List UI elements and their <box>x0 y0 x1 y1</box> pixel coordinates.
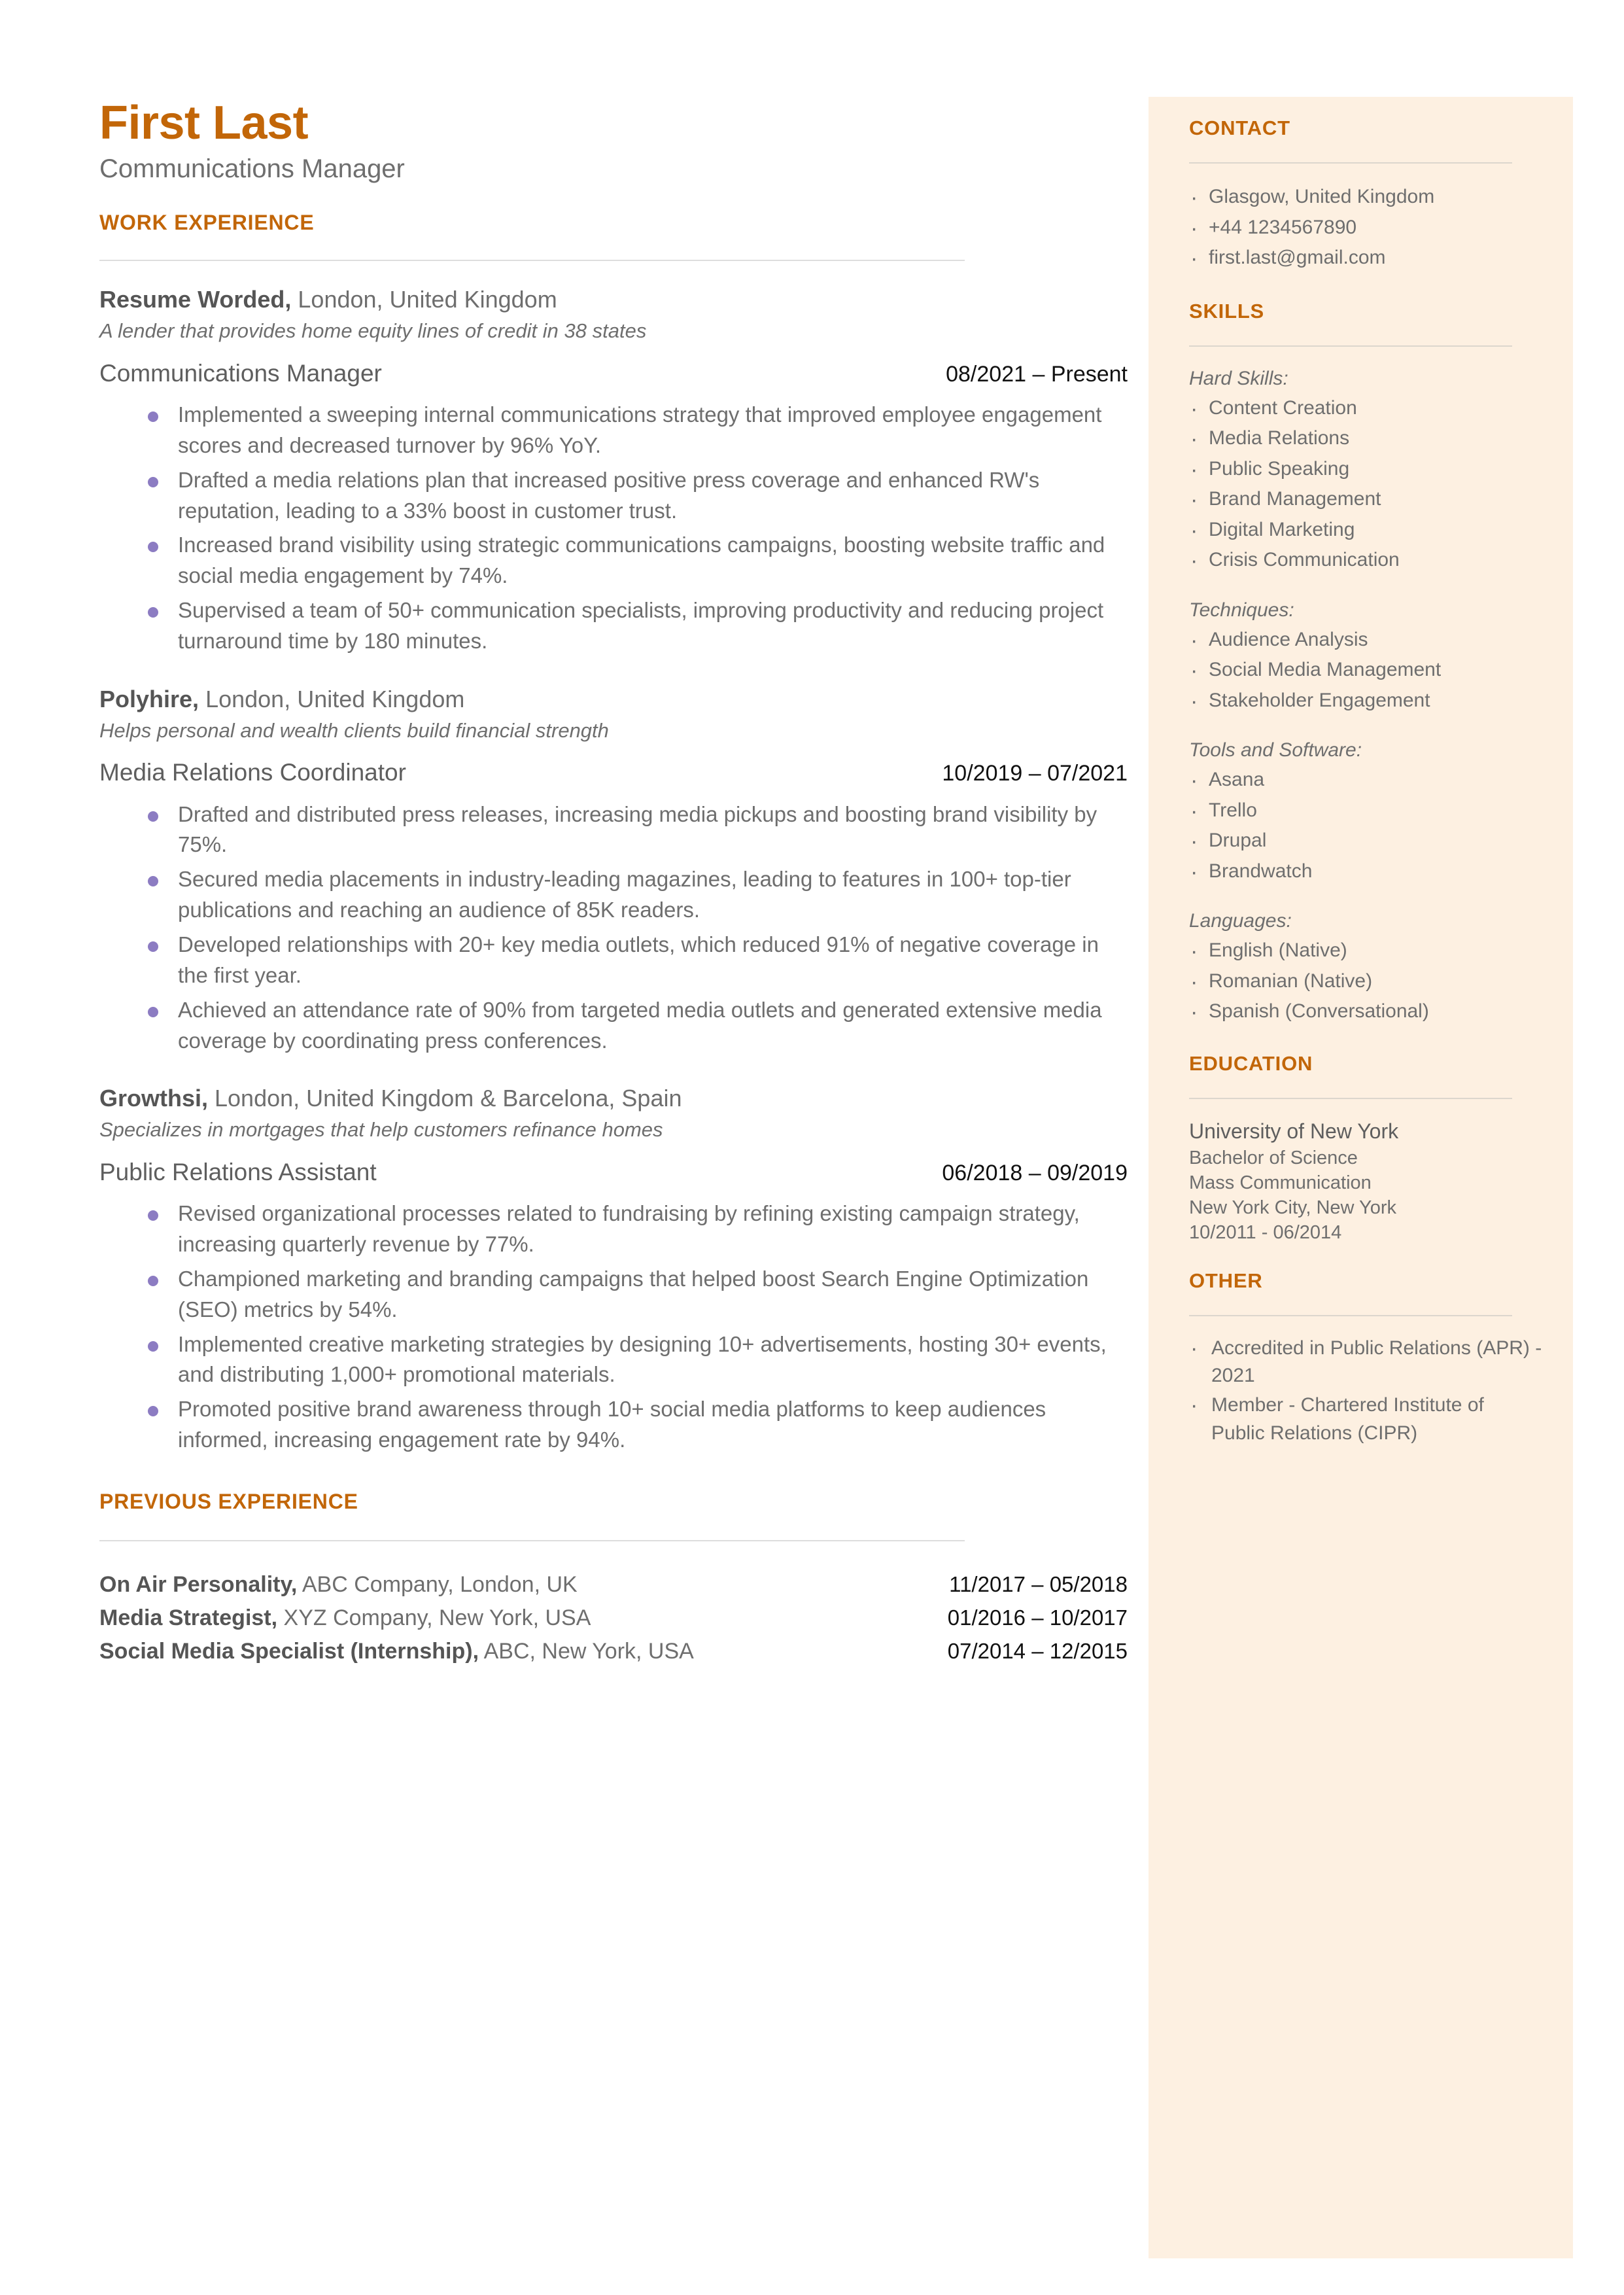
previous-experience-row <box>99 1570 1128 1600</box>
skill-item: · Romanian (Native) <box>1189 966 1542 997</box>
skills-list-techniques <box>1189 625 1542 716</box>
job-company-location: London, United Kingdom & Barcelona, Spain <box>208 1085 682 1112</box>
education-dates: 10/2011 - 06/2014 <box>1189 1222 1342 1244</box>
other-list <box>1189 1335 1542 1447</box>
skill-item: · Trello <box>1189 796 1542 826</box>
job-company-name: Resume Worded, <box>99 286 292 313</box>
previous-experience-dates: 01/2016 – 10/2017 <box>947 1605 1128 1630</box>
skill-item: · Content Creation <box>1189 393 1542 424</box>
skill-item: · Drupal <box>1189 826 1542 856</box>
job-company-line <box>99 1083 1128 1113</box>
job-company-description: Specializes in mortgages that help customers refinance homes <box>99 1118 663 1142</box>
skill-item: · Asana <box>1189 765 1542 796</box>
previous-experience-role: Social Media Specialist (Internship), <box>99 1638 479 1664</box>
skill-item: · Brand Management <box>1189 484 1542 515</box>
job-bullet: Championed marketing and branding campaigns that helped boost Search Engine Optimization (SEO) metrics by 54%. <box>99 1264 1128 1325</box>
skill-item: · Media Relations <box>1189 423 1542 454</box>
skill-item: · Digital Marketing <box>1189 515 1542 546</box>
section-heading-other: OTHER <box>1189 1269 1263 1292</box>
job-bullet: Secured media placements in industry-leading magazines, leading to features in 100+ top-tier publications and reaching an audience of 85K readers. <box>99 864 1128 926</box>
candidate-job-title: Communications Manager <box>99 154 405 184</box>
previous-experience-dates: 11/2017 – 05/2018 <box>949 1572 1128 1596</box>
contact-email: · first.last@gmail.com <box>1189 243 1542 273</box>
previous-experience-dates: 07/2014 – 12/2015 <box>947 1638 1128 1663</box>
skill-item: · Audience Analysis <box>1189 625 1542 656</box>
work-experience-entry <box>99 684 1128 1057</box>
job-bullet-list <box>99 1199 1128 1456</box>
skill-item: · Brandwatch <box>1189 856 1542 887</box>
job-company-name: Growthsi, <box>99 1085 209 1112</box>
candidate-name: First Last <box>99 97 309 149</box>
previous-experience-role-line <box>99 1570 578 1600</box>
previous-experience-company: ABC, New York, USA <box>479 1638 694 1664</box>
other-item: · Member - Chartered Institute of Public Relations (CIPR) <box>1189 1392 1542 1447</box>
work-experience-entry <box>99 285 1128 657</box>
job-bullet-list <box>99 799 1128 1057</box>
job-bullet: Developed relationships with 20+ key media outlets, which reduced 91% of negative coverage in the first year. <box>99 930 1128 991</box>
job-company-location: London, United Kingdom <box>199 685 465 712</box>
skill-item: · Stakeholder Engagement <box>1189 686 1542 716</box>
contact-phone: · +44 1234567890 <box>1189 213 1542 243</box>
section-heading-education: EDUCATION <box>1189 1051 1313 1075</box>
skill-item: · Public Speaking <box>1189 454 1542 485</box>
job-date-range: 10/2019 – 07/2021 <box>942 761 1128 786</box>
section-heading-skills: SKILLS <box>1189 299 1265 323</box>
job-company-description: A lender that provides home equity lines of credit in 38 states <box>99 319 647 343</box>
job-position-title: Public Relations Assistant <box>99 1158 377 1185</box>
job-company-location: London, United Kingdom <box>291 286 557 313</box>
previous-experience-role: On Air Personality, <box>99 1572 298 1597</box>
job-bullet-list <box>99 400 1128 657</box>
skills-group-label-hard-skills: Hard Skills: <box>1189 367 1288 389</box>
previous-experience-role: Media Strategist, <box>99 1605 278 1630</box>
other-item: · Accredited in Public Relations (APR) - 2021 <box>1189 1335 1542 1390</box>
skill-item: · English (Native) <box>1189 936 1542 966</box>
section-divider-previous-experience <box>99 1540 965 1541</box>
skill-item: · Spanish (Conversational) <box>1189 996 1542 1027</box>
job-title-row <box>99 1158 1128 1187</box>
job-position-title: Media Relations Coordinator <box>99 759 406 786</box>
previous-experience-company: ABC Company, London, UK <box>297 1572 578 1597</box>
job-title-row <box>99 758 1128 787</box>
job-date-range: 06/2018 – 09/2019 <box>942 1160 1128 1185</box>
skills-group-label-tools: Tools and Software: <box>1189 739 1362 761</box>
skills-list-hard-skills <box>1189 393 1542 576</box>
job-bullet: Increased brand visibility using strategic communications campaigns, boosting website traffic and social media engagement by 74%. <box>99 530 1128 591</box>
job-bullet: Promoted positive brand awareness through 10+ social media platforms to keep audiences informed, increasing engagement rate by 94%. <box>99 1394 1128 1456</box>
job-company-name: Polyhire, <box>99 685 199 712</box>
skills-group-label-techniques: Techniques: <box>1189 599 1294 621</box>
skills-list-languages <box>1189 936 1542 1027</box>
previous-experience-company: XYZ Company, New York, USA <box>277 1605 591 1630</box>
education-location: New York City, New York <box>1189 1197 1396 1219</box>
job-bullet: Drafted a media relations plan that increased positive press coverage and enhanced RW's reputation, leading to a 33% boost in customer trust. <box>99 465 1128 527</box>
skills-list-tools <box>1189 765 1542 886</box>
education-school: University of New York <box>1189 1119 1399 1143</box>
job-date-range: 08/2021 – Present <box>946 361 1128 387</box>
contact-location: · Glasgow, United Kingdom <box>1189 182 1542 213</box>
education-field: Mass Communication <box>1189 1172 1372 1193</box>
previous-experience-row <box>99 1637 1128 1666</box>
section-heading-contact: CONTACT <box>1189 116 1290 139</box>
skills-group-label-languages: Languages: <box>1189 910 1292 932</box>
job-bullet: Drafted and distributed press releases, increasing media pickups and boosting brand visibility by 75%. <box>99 799 1128 861</box>
contact-list <box>1189 182 1542 273</box>
main-column <box>99 98 1128 1670</box>
section-heading-work-experience: WORK EXPERIENCE <box>99 211 315 235</box>
job-bullet: Revised organizational processes related to fundraising by refining existing campaign strategy, increasing quarterly revenue by 77%. <box>99 1199 1128 1260</box>
skill-item: · Crisis Communication <box>1189 545 1542 576</box>
job-title-row <box>99 359 1128 388</box>
skill-item: · Social Media Management <box>1189 655 1542 686</box>
job-bullet: Achieved an attendance rate of 90% from targeted media outlets and generated extensive media coverage by coordinating press conferences. <box>99 995 1128 1057</box>
job-company-line <box>99 684 1128 714</box>
previous-experience-role-line <box>99 1603 591 1633</box>
job-bullet: Implemented a sweeping internal communications strategy that improved employee engagement scores and decreased turnover by 96% YoY. <box>99 400 1128 461</box>
job-company-description: Helps personal and wealth clients build financial strength <box>99 718 609 742</box>
section-heading-previous-experience: PREVIOUS EXPERIENCE <box>99 1490 358 1513</box>
job-position-title: Communications Manager <box>99 359 382 387</box>
previous-experience-row <box>99 1603 1128 1633</box>
previous-experience-list <box>99 1570 1128 1666</box>
job-bullet: Implemented creative marketing strategies by designing 10+ advertisements, hosting 30+ events, and distributing 1,000+ promotional materials. <box>99 1329 1128 1391</box>
sidebar-column <box>1189 116 1542 1448</box>
job-bullet: Supervised a team of 50+ communication specialists, improving productivity and reducing project turnaround time by 180 minutes. <box>99 595 1128 657</box>
previous-experience-role-line <box>99 1637 694 1666</box>
job-company-line <box>99 285 1128 314</box>
education-degree: Bachelor of Science <box>1189 1147 1358 1168</box>
work-experience-entry <box>99 1083 1128 1456</box>
